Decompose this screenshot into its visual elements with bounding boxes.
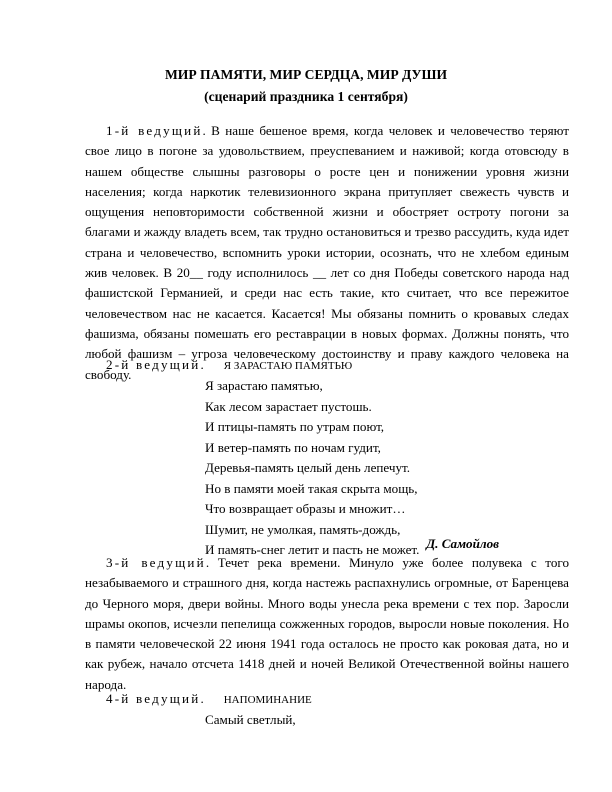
poem-heading-1: Я ЗАРАСТАЮ ПАМЯТЬЮ	[223, 360, 353, 372]
speaker-2: 2-й ведущий	[106, 357, 201, 372]
speaker-1: 1-й ведущий	[106, 123, 203, 138]
poem-line: Шумит, не умолкая, память-дождь,	[205, 521, 401, 537]
poem-line: Я зарастаю памятью,	[205, 378, 323, 393]
speaker-2-row	[106, 355, 352, 376]
speaker-4-dot: .	[200, 691, 204, 706]
poem-line: Но в памяти моей такая скрыта мощь,	[205, 480, 418, 496]
poem-1	[205, 376, 505, 561]
speaker-3: 3-й ведущий	[106, 555, 206, 570]
paragraph-1-text: . В наше бешеное время, когда человек и человечество теряют свое лицо в погоне за удовольствием, преуспеванием и наживой; когда отовсюду в нашем обществе слышны разговоры о росте цен и понижении уровня жизни населения; когда наркотик телевизионного экрана притупляет свежесть чувств и ощущения неповторимости собственной жизни и обостряет остроту погони за благами и жажду владеть всем, так трудно остановиться и трезво рассудить, куда идет страна и человечество, вспомнить уроки истории, осознать, что не хлебом единым жив человек. В 20__ году исполнилось __ лет со дня Победы советского народа над фашистской Германией, и среди нас есть такие, кто считает, что все пережитое человечеством нас не касается. Касается! Мы обязаны помнить о кровавых следах фашизма, обязаны помешать его реставрации в новых формах. Должны понять, что любой фашизм – угроза человеческому достоинству и праву каждого человека на свободу.	[85, 123, 569, 382]
poem-line: И птицы-память по утрам поют,	[205, 419, 385, 434]
poem-line: Что возвращает образы и множит…	[205, 501, 406, 516]
poem-line: И ветер-память по ночам гудит,	[205, 439, 381, 455]
speaker-2-dot: .	[200, 357, 204, 372]
poem-line: Деревья-память целый день лепечут.	[205, 460, 411, 475]
poem-line: И память-снег летит и пасть не может.	[205, 542, 420, 557]
paragraph-3	[85, 553, 569, 695]
poem-line: Самый светлый,	[205, 712, 296, 727]
paragraph-1	[85, 121, 569, 385]
poem-author: Д. Самойлов	[426, 536, 499, 551]
speaker-4-row	[106, 689, 312, 710]
paragraph-3-text: . Течет река времени. Минуло уже более полувека с того незабываемого и страшного дня, когда настежь распахнулись огромные, от Баренцева до Черного моря, двери войны. Много воды унесла река времени с тех пор. Заросли шрамы окопов, исчезли пепелища сожженных городов, выросли новые поколения. Но в памяти человеческой 22 июня 1941 года осталось не просто как роковая дата, но и как рубеж, начало отсчета 1418 дней и ночей Великой Отечественной войны нашего народа.	[85, 555, 569, 692]
poem-line: Как лесом зарастает пустошь.	[205, 398, 372, 414]
poem-2	[205, 710, 505, 731]
page-subtitle: (сценарий праздника 1 сентября)	[204, 89, 408, 104]
page-title: МИР ПАМЯТИ, МИР СЕРДЦА, МИР ДУШИ	[164, 67, 448, 82]
speaker-4: 4-й ведущий	[106, 691, 201, 706]
poem-heading-2: НАПОМИНАНИЕ	[223, 694, 312, 706]
